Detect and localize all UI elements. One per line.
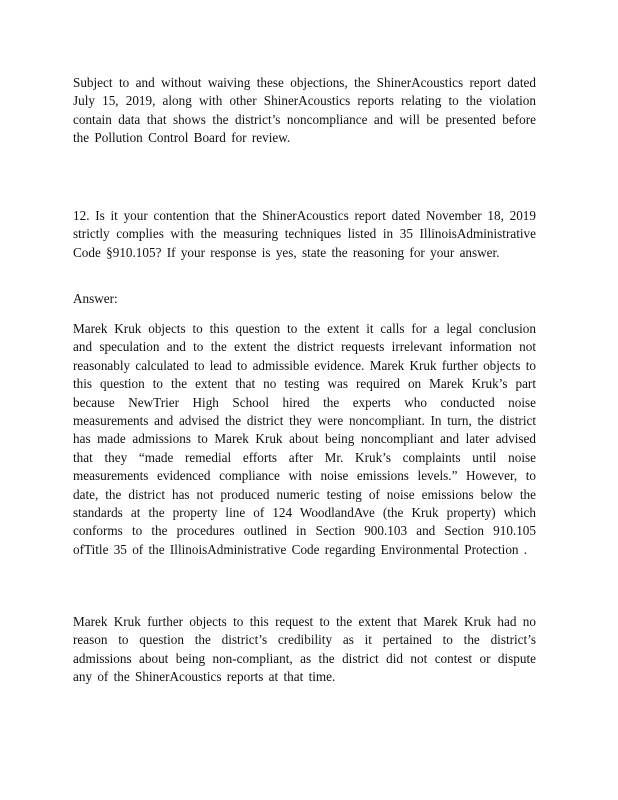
interrogatory-12: 12. Is it your contention that the ShinerAcoustics report dated November 18, 2019 strictly complies with the measuring techniques listed in 35 IllinoisAdministrative Code §910.105? If your response is yes, state the reasoning for your answer. — [73, 208, 536, 260]
answer-label: Answer: — [73, 291, 118, 306]
objection-paragraph: Subject to and without waiving these objections, the ShinerAcoustics report dated July 15, 2019, along with other ShinerAcoustics reports relating to the violation contain data that shows the district’s noncompliance and will be presented before the Pollution Control Board for review. — [73, 75, 536, 146]
answer-paragraph: Marek Kruk objects to this question to the extent it calls for a legal conclusion and speculation and to the extent the district requests irrelevant information not reasonably calculated to lead to admissible evidence. Marek Kruk further objects to this question to the extent that no testing was required on Marek Kruk’s part because NewTrier High School hired the experts who conducted noise measurements and advised the district they were noncompliant. In turn, the district has made admissions to Marek Kruk about being noncompliant and later advised that they “made remedial efforts after Mr. Kruk’s complaints until noise measurements evidenced compliance with noise emissions levels.” However, to date, the district has not produced numeric testing of noise emissions below the standards at the property line of 124 WoodlandAve (the Kruk property) which conforms to the procedures outlined in Section 900.103 and Section 910.105 ofTitle 35 of the IllinoisAdministrative Code regarding Environmental Protection . — [73, 321, 536, 557]
further-objection-paragraph: Marek Kruk further objects to this request to the extent that Marek Kruk had no reason to question the district’s credibility as it pertained to the district’s admissions about being non-compliant, as the district did not contest or dispute any of the ShinerAcoustics reports at that time. — [73, 614, 536, 685]
